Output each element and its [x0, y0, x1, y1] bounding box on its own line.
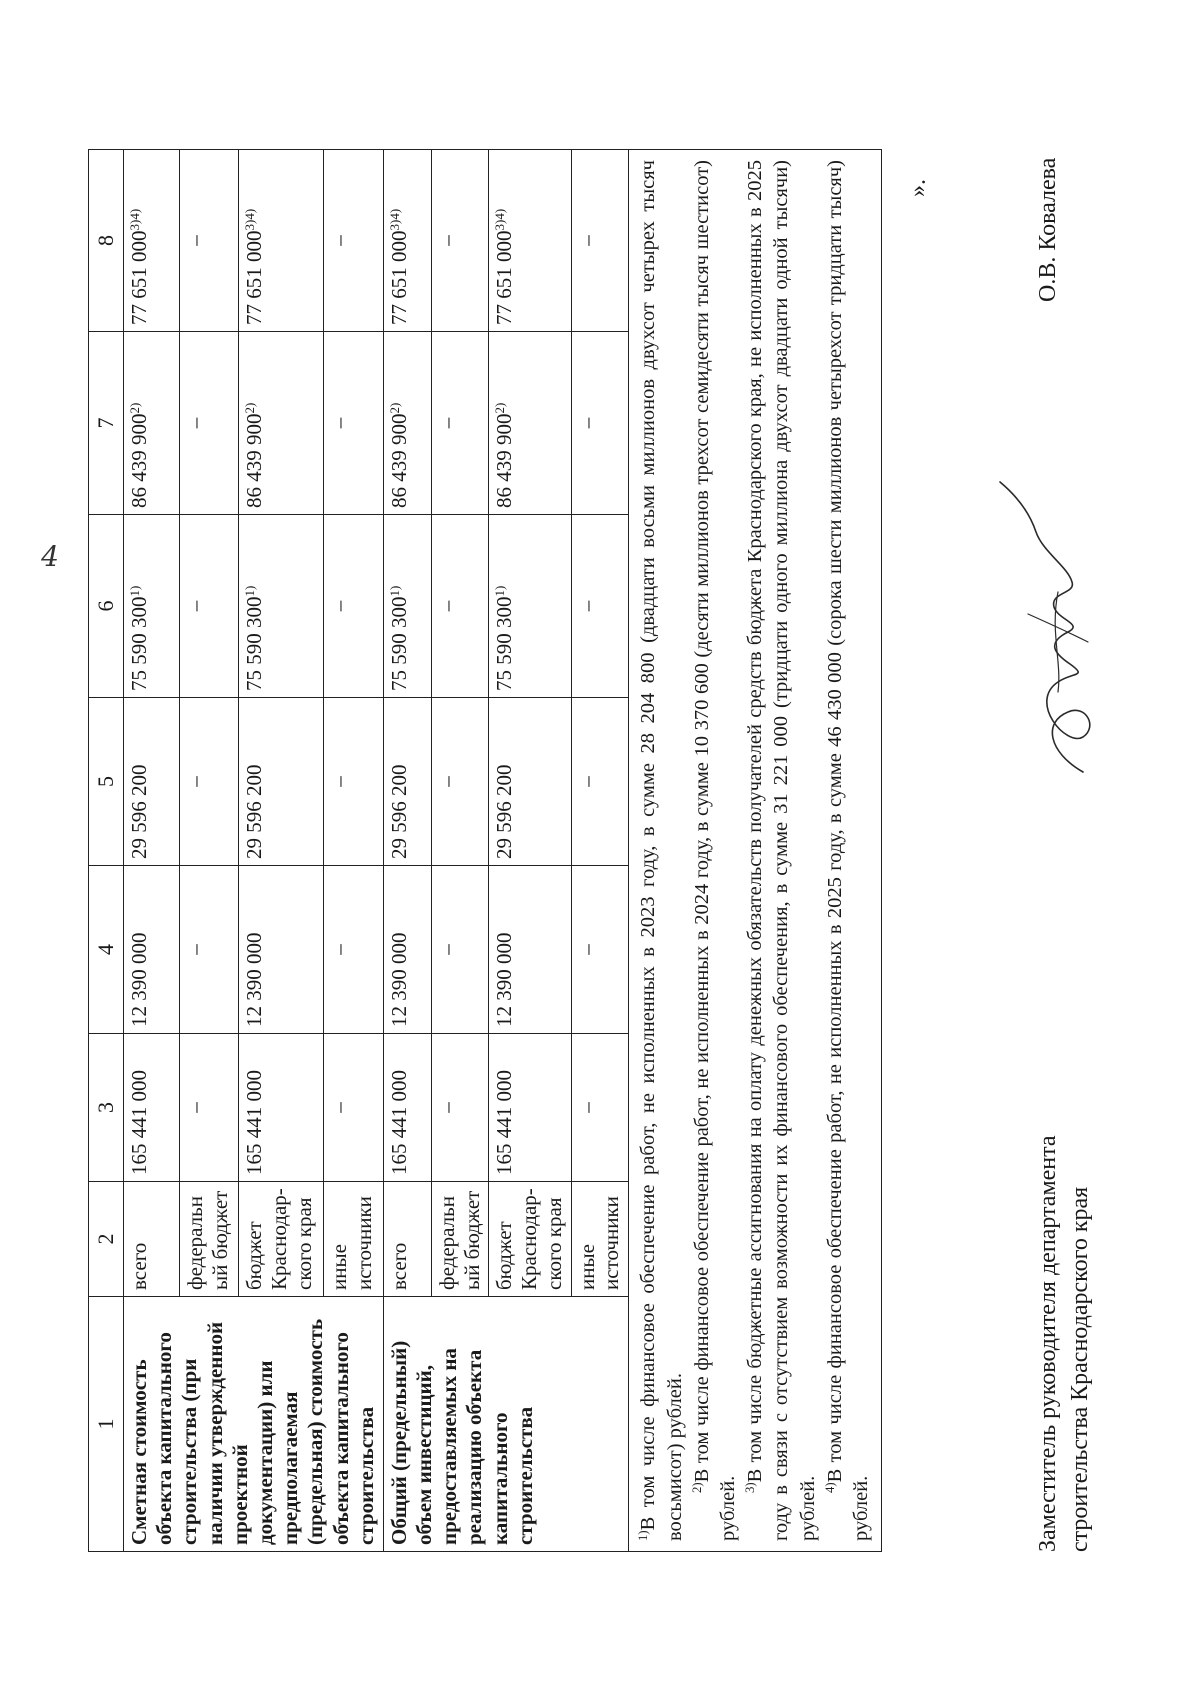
- footnote-ref: 2): [126, 402, 142, 414]
- group-label: Сметная стоимость объекта капитального строительства (при наличии утвержденной проектной документации) или предполагаемая (предельная) стоимость объекта капитального строительства: [124, 1297, 384, 1552]
- cell-value: 29 596 200: [383, 698, 431, 866]
- cell-value: –: [179, 698, 238, 866]
- footnote-ref: 1): [386, 585, 402, 597]
- signer-title: [1032, 1135, 1097, 1552]
- value-text: 75 590 300: [386, 596, 411, 691]
- value-text: 77 651 000: [386, 230, 411, 325]
- column-header: 4: [89, 866, 124, 1034]
- footnote-ref: 3)4): [386, 208, 402, 231]
- cell-value: [124, 150, 180, 332]
- footnote-ref: 3)4): [126, 208, 142, 231]
- value-text: 75 590 300: [127, 596, 151, 691]
- footnote-ref: 3)4): [492, 208, 508, 231]
- cell-value: –: [571, 698, 629, 866]
- value-text: 77 651 000: [242, 230, 267, 325]
- cell-value: –: [324, 332, 384, 515]
- cell-value: –: [324, 698, 384, 866]
- cell-total: 165 441 000: [239, 1034, 324, 1182]
- cell-value: –: [431, 1034, 489, 1182]
- footnote-mark: 1): [636, 1530, 651, 1541]
- footnote-text: В том числе финансовое обеспечение работ, не исполненных в 2023 году, в сумме 28 204 800 (двадцати восьми миллионов двухсот четырех тысяч восьмисот) рублей.: [637, 160, 686, 1541]
- footnote-text: В том числе финансовое обеспечение работ, не исполненных в 2025 году, в сумме 46 430 000 (сорока шести миллионов четырехсот тридцати тысяч) рублей.: [823, 160, 873, 1541]
- cell-value: –: [431, 150, 489, 332]
- footnote-mark: 2): [689, 1482, 704, 1493]
- cell-value: –: [179, 150, 238, 332]
- cell-total: 165 441 000: [124, 1034, 180, 1182]
- cell-value: 12 390 000: [124, 866, 180, 1034]
- cell-value: 29 596 200: [489, 698, 571, 866]
- signer-title-line: Заместитель руководителя департамента: [1035, 1135, 1061, 1552]
- footnote-text: В том числе финансовое обеспечение работ, не исполненных в 2024 году, в сумме 10 370 600 (десяти миллионов трехсот семидесяти тысяч шестисот) рублей.: [690, 160, 740, 1541]
- footnote-text: В том числе бюджетные ассигнования на оплату денежных обязательств получателей средств бюджета Краснодарского края, не исполненных в 2025 году в связи с отсутствием возможности их финансового обеспечения, в сумме 31 221 000 (тридцати одного миллиона двухсот двадцати одной тысячи) рублей.: [743, 160, 820, 1541]
- cell-value: [489, 150, 571, 332]
- footnotes: [629, 150, 882, 1552]
- footnote-ref: 1): [242, 585, 258, 597]
- cell-value: –: [431, 866, 489, 1034]
- page-number: 4: [41, 540, 59, 573]
- footnote-mark: 3): [742, 1482, 757, 1493]
- cell-value: –: [179, 866, 238, 1034]
- funding-source: федеральный бюджет: [179, 1182, 238, 1297]
- table-row: [383, 150, 431, 1552]
- funding-source: иные источники: [324, 1182, 384, 1297]
- cell-value: 12 390 000: [239, 866, 324, 1034]
- cell-value: –: [571, 515, 629, 698]
- cell-value: –: [179, 515, 238, 698]
- footnote-4: [822, 160, 875, 1541]
- column-header: 3: [89, 1034, 124, 1182]
- value-text: 86 439 900: [386, 413, 411, 508]
- cell-value: –: [324, 866, 384, 1034]
- investment-table: [88, 149, 882, 1552]
- cell-value: –: [571, 866, 629, 1034]
- footnote-3: [742, 160, 822, 1541]
- cell-value: [489, 332, 571, 515]
- funding-source: бюджет Краснодар-ского края: [489, 1182, 571, 1297]
- column-header: 7: [89, 332, 124, 515]
- cell-value: –: [571, 150, 629, 332]
- table-row: [124, 150, 180, 1552]
- signature-block: [1000, 150, 1120, 1552]
- footnote-ref: 1): [492, 585, 508, 597]
- value-text: 86 439 900: [492, 413, 517, 508]
- cell-value: –: [179, 332, 238, 515]
- cell-value: 12 390 000: [383, 866, 431, 1034]
- cell-value: [239, 515, 324, 698]
- cell-value: [239, 332, 324, 515]
- cell-value: 29 596 200: [239, 698, 324, 866]
- cell-total: 165 441 000: [489, 1034, 571, 1182]
- cell-value: [383, 332, 431, 515]
- footnote-ref: 2): [242, 402, 258, 414]
- value-text: 75 590 300: [492, 596, 517, 691]
- cell-total: 165 441 000: [383, 1034, 431, 1182]
- funding-source: федеральный бюджет: [431, 1182, 489, 1297]
- cell-value: [124, 332, 180, 515]
- cell-value: 12 390 000: [489, 866, 571, 1034]
- value-text: 75 590 300: [242, 596, 267, 691]
- footnote-mark: 4): [822, 1482, 837, 1493]
- group-label: Общий (предельный) объем инвестиций, предоставляемых на реализацию объекта капитального строительства: [383, 1297, 628, 1552]
- cell-value: [239, 150, 324, 332]
- column-header: 6: [89, 515, 124, 698]
- cell-value: –: [431, 515, 489, 698]
- column-header: 2: [89, 1182, 124, 1297]
- cell-value: –: [324, 1034, 384, 1182]
- footnotes-row: [629, 150, 882, 1552]
- funding-source: всего: [383, 1182, 431, 1297]
- cell-value: –: [324, 150, 384, 332]
- signer-name: О.В. Ковалева: [1035, 157, 1061, 302]
- column-header: 8: [89, 150, 124, 332]
- footnote-ref: 1): [126, 585, 142, 597]
- funding-source: бюджет Краснодар-ского края: [239, 1182, 324, 1297]
- cell-value: 29 596 200: [124, 698, 180, 866]
- column-header: 1: [89, 1297, 124, 1552]
- value-text: 77 651 000: [492, 230, 517, 325]
- cell-value: [489, 515, 571, 698]
- funding-source: иные источники: [571, 1182, 629, 1297]
- cell-value: –: [324, 515, 384, 698]
- cell-value: –: [571, 332, 629, 515]
- footnote-ref: 2): [386, 402, 402, 414]
- closing-quote: ».: [905, 179, 931, 197]
- cell-value: [124, 515, 180, 698]
- footnote-1: [635, 160, 688, 1541]
- cell-value: –: [431, 698, 489, 866]
- signer-title-line: строительства Краснодарского края: [1067, 1186, 1094, 1552]
- value-text: 77 651 000: [127, 230, 151, 325]
- funding-source: всего: [124, 1182, 180, 1297]
- value-text: 86 439 900: [127, 413, 151, 508]
- cell-value: [383, 150, 431, 332]
- handwritten-signature: [988, 462, 1118, 782]
- cell-value: –: [179, 1034, 238, 1182]
- cell-value: –: [571, 1034, 629, 1182]
- footnote-2: [689, 160, 742, 1541]
- footnote-ref: 3)4): [242, 208, 258, 231]
- footnote-ref: 2): [492, 402, 508, 414]
- cell-value: –: [431, 332, 489, 515]
- column-header: 5: [89, 698, 124, 866]
- cell-value: [383, 515, 431, 698]
- value-text: 86 439 900: [242, 413, 267, 508]
- table-header-row: [89, 150, 124, 1552]
